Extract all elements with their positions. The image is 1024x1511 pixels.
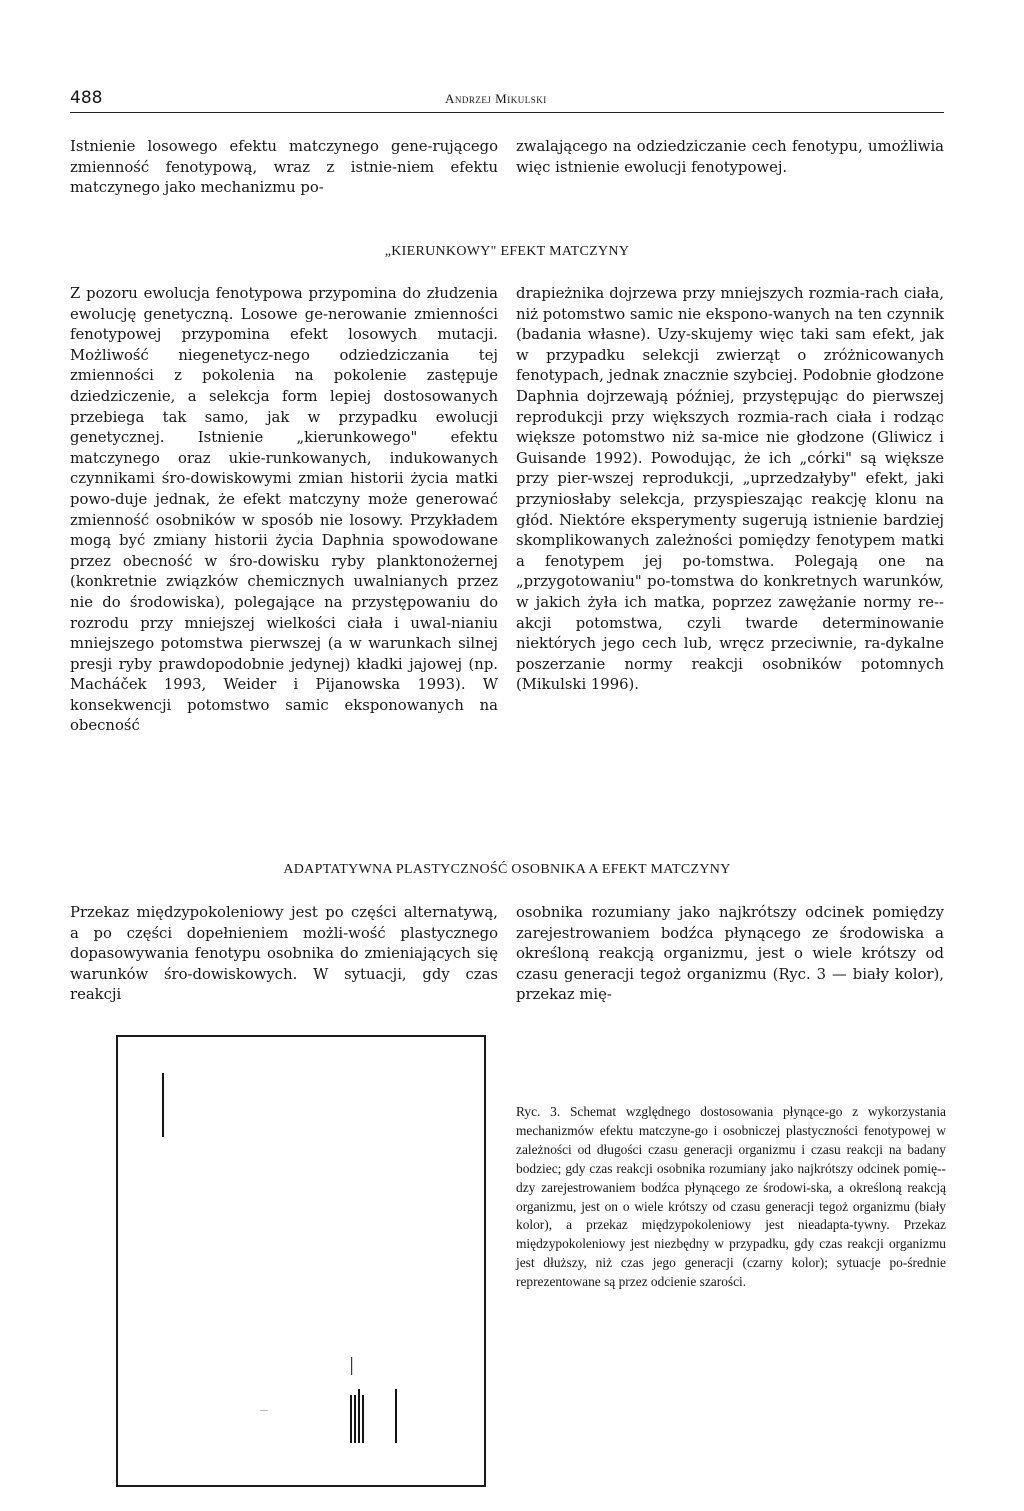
section1-left-column: [70, 284, 498, 737]
section1-left-text: Z pozoru ewolucja fenotypowa przypomina do złudzenia ewolucję genetyczną. Losowe ge-nerowanie zmienności fenotypowej przypomina efekt losowych mutacji. Możliwość niegenetycz-nego odziedziczania tej zmienności z pokolenia na pokolenie zastępuje dziedziczenie, a selekcja form lepiej dostosowanych przebiega tak samo, jak w przypadku ewolucji genetycznej. Istnienie „kierunkowego" efektu matczynego oraz ukie-runkowanych, indukowanych czynnikami śro-dowiskowymi zmian historii życia matki powo-duje jednak, że efekt matczyny może generować zmienność osobników w sposób nie losowy. Przykładem mogą być zmiany historii życia Daphnia spowodowane przez obecność w śro-dowisku ryby planktonożernej (konkretnie związków chemicznych uwalnianych przez nie do środowiska), polegające na przystępowaniu do rozrodu przy mniejszej wielkości ciała i uwal-nianiu mniejszego potomstwa pierwszej (a w warunkach silnej presji ryby prawdopodobnie jedynej) kładki jajowej (np. Macháček 1993, Weider i Pijanowska 1993). W konsekwencji potomstwo samic eksponowanych na obecność: [70, 285, 498, 735]
figure-mark-bar-4: [362, 1395, 364, 1443]
section2-left-column: [70, 903, 498, 1006]
running-header: [70, 88, 944, 113]
section1-right-column: [516, 284, 944, 696]
figure-mark-bar-2: [354, 1395, 356, 1443]
section2-left-text: Przekaz międzypokoleniowy jest po części alternatywą, a po części dopełnieniem możli-wość plastycznego dopasowywania fenotypu osobnika do zmieniających się warunków śro-dowiskowych. W sytuacji, gdy czas reakcji: [70, 904, 498, 1004]
figure-mark-bar-1: [350, 1395, 352, 1443]
figure-3-graphic: [118, 1037, 484, 1485]
intro-right-text: zwalającego na odziedziczanie cech fenotypu, umożliwia więc istnienie ewolucji fenotypowej.: [516, 138, 944, 176]
section-heading-plastycznosc: ADAPTATYWNA PLASTYCZNOŚĆ OSOBNIKA A EFEKT MATCZYNY: [283, 862, 731, 877]
intro-left-column: [70, 137, 498, 199]
section1-right-text: drapieżnika dojrzewa przy mniejszych rozmia-rach ciała, niż potomstwo samic nie ekspono-wanych na ten czynnik (badania własne). Uzy-skujemy więc taki sam efekt, jak w przypadku selekcji zwierząt o zróżnicowanych fenotypach, jednak znacznie szybciej. Podobnie głodzone Daphnia dojrzewają później, przystępując do pierwszej reprodukcji przy większych rozmia-rach ciała i rodząc większe potomstwo niż sa-mice nie głodzone (Gliwicz i Guisande 1992). Powodując, że ich „córki" są większe przy pier-wszej reprodukcji, „uprzedzałyby" efekt, jaki przyniosłaby selekcja, przyspieszając reakcję klonu na głód. Niektóre eksperymenty sugerują istnienie bardziej skomplikowanych zależności pomiędzy fenotypem matki a fenotypem jej po-tomstwa. Polegają one na „przygotowaniu" po-tomstwa do konkretnych warunków, w jakich żyła ich matka, poprzez zawężanie normy re-akcji potomstwa, czyli twarde determinowanie niektórych jego cech lub, wręcz przeciwnie, ra-dykalne poszerzanie normy reakcji osobników potomnych (Mikulski 1996).: [516, 285, 944, 694]
intro-right-column: [516, 137, 944, 178]
page-number: 488: [70, 88, 103, 108]
running-author: Andrzej Mikulski: [445, 91, 547, 106]
figure-3-caption-text: Ryc. 3. Schemat względnego dostosowania płynące-go z wykorzystania mechanizmów efektu matczyne-go i osobniczej plastyczności fenotypowej w zależności od długości czasu generacji organizmu i czasu reakcji na badany bodziec; gdy czas reakcji osobnika rozumiany jako najkrótszy odcinek pomię-dzy zarejestrowaniem bodźca płynącego ze środowi-ska, a określoną reakcją organizmu, jest on o wiele krótszy od czasu generacji tegoż organizmu (biały kolor), a przekaz międzypokoleniowy jest nieadapta-tywny. Przekaz międzypokoleniowy jest niezbędny w przypadku, gdy czas reakcji organizmu jest dłuższy, niż czas jego generacji (czarny kolor); sytuacje po-średnie reprezentowane są przez odcienie szarości.: [516, 1104, 946, 1290]
figure-3-caption: [516, 1103, 946, 1292]
figure-3-frame: [116, 1035, 486, 1487]
section2-right-column: [516, 903, 944, 1006]
intro-left-text: Istnienie losowego efektu matczynego gene-rującego zmienność fenotypową, wraz z istnie-niem efektu matczynego jako mechanizmu po-: [70, 138, 498, 197]
figure-mark-grey-dash: [260, 1410, 268, 1411]
figure-mark-bar-5: [395, 1389, 397, 1443]
figure-mark-small-tick: [351, 1357, 352, 1375]
figure-mark-vertical-bar: [162, 1073, 164, 1137]
section2-right-text: osobnika rozumiany jako najkrótszy odcinek pomiędzy zarejestrowaniem bodźca płynącego ze środowiska a określoną reakcją organizmu, jest o wiele krótszy od czasu generacji tegoż organizmu (Ryc. 3 — biały kolor), przekaz mię-: [516, 904, 944, 1004]
figure-mark-bar-3: [358, 1389, 360, 1443]
section-heading-kierunkowy: „KIERUNKOWY" EFEKT MATCZYNY: [384, 244, 630, 259]
